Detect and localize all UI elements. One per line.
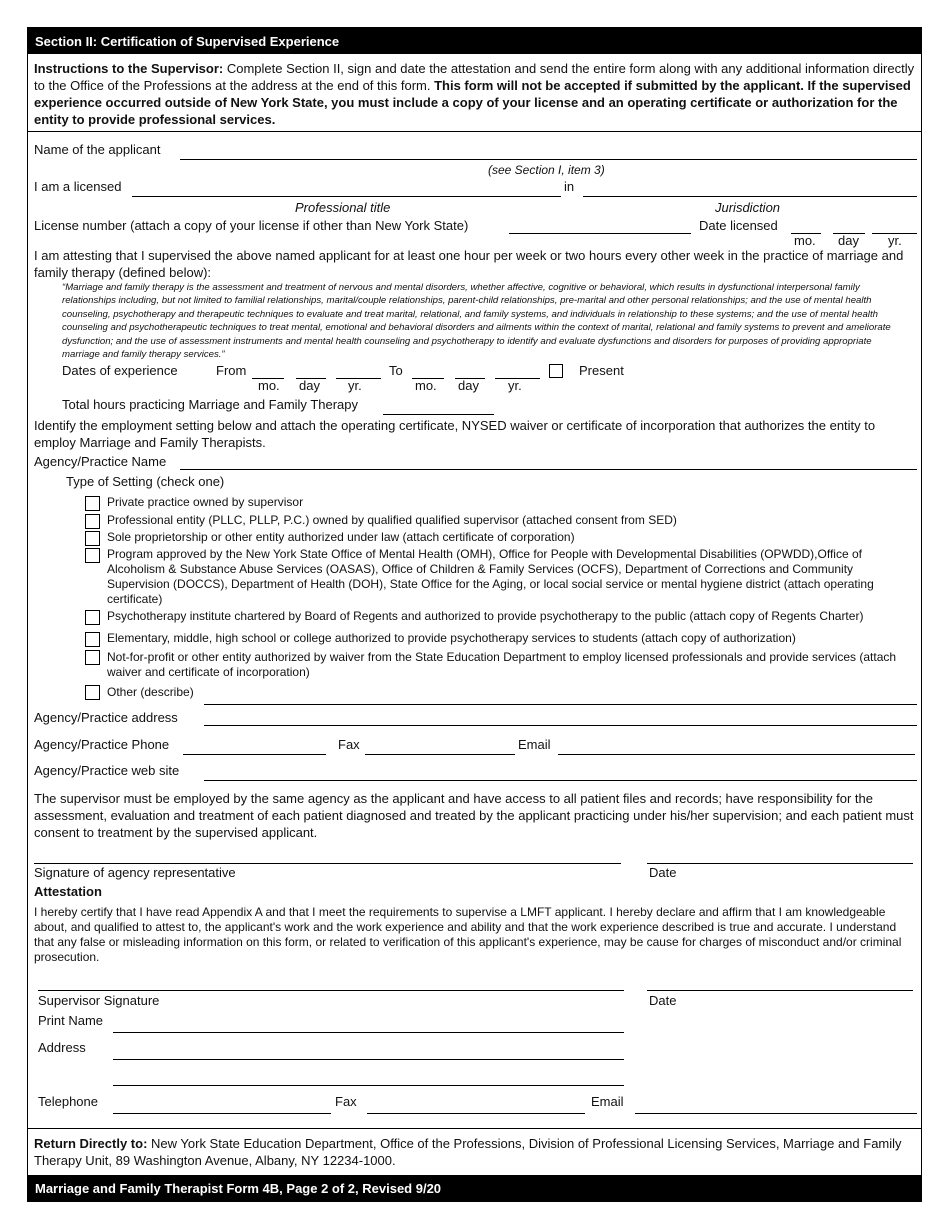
agency-date-label: Date: [649, 865, 677, 880]
supervisor-address-label: Address: [38, 1040, 86, 1055]
divider: [28, 1128, 921, 1129]
attestation-title: Attestation: [34, 884, 102, 899]
print-name-field[interactable]: [113, 1032, 624, 1033]
section-header: Section II: Certification of Supervised Experience: [28, 28, 921, 54]
setting-option-6-checkbox[interactable]: [85, 632, 100, 647]
setting-option-2-label: Professional entity (PLLC, PLLP, P.C.) owned by qualified qualified supervisor (attached consent from SED): [107, 513, 677, 527]
other-describe-field[interactable]: [204, 704, 917, 705]
agency-email-field[interactable]: [558, 754, 915, 755]
total-hours-label: Total hours practicing Marriage and Family Therapy: [62, 397, 359, 412]
present-checkbox[interactable]: [549, 364, 563, 378]
agency-website-field[interactable]: [204, 780, 917, 781]
professional-title-field[interactable]: [132, 196, 561, 197]
supervisor-fax-field[interactable]: [367, 1113, 585, 1114]
agency-address-label: Agency/Practice address: [34, 710, 178, 725]
professional-title-caption: Professional title: [295, 200, 391, 215]
mo-caption: mo.: [794, 233, 816, 248]
to-label: To: [389, 363, 403, 378]
divider: [28, 131, 921, 132]
supervisor-signature-label: Supervisor Signature: [38, 993, 160, 1008]
agency-signature-date-field[interactable]: [647, 863, 913, 864]
certification-form: [27, 27, 922, 1202]
form-footer: Marriage and Family Therapist Form 4B, Page 2 of 2, Revised 9/20: [28, 1175, 921, 1201]
license-number-field[interactable]: [509, 233, 691, 234]
agency-phone-field[interactable]: [183, 754, 326, 755]
setting-option-4-label: Program approved by the New York State Office of Mental Health (OMH), Office for People with Developmental Disabilities (OPWDD),Office of Alcoholism & Substance Abuse Services (OASAS), Office of Children & Family Services (OCFS), Department of Corrections and Community Supervision (DOCCS), Department of Health (DOH), State Office for the Aging, or local social service or mental hygiene district (attach operating certificate): [107, 547, 874, 606]
mft-definition: “Marriage and family therapy is the assessment and treatment of nervous and mental disorders, whether affective, cognitive or behavioral, which results in dysfunctional interpersonal family relationships including, but not limited to familial relationships, marital/couple relationships, parent-child relationships, pre-marital and other personal relationships; and the use of mental health counseling, psychotherapy and therapeutic techniques to evaluate and treat marital, relational, and family systems, and individuals in relationship to these systems; and the use of mental health counseling and psychotherapeutic techniques to treat mental, emotional and behavioral disorders and ailments within the context of marital, relational and family systems to prevent and ameliorate dysfunction; and the use of assessment instruments and mental health counseling and psychotherapy to identify and evaluate dysfunctions and disorders for purposes of providing appropriate marriage and family therapy services.”: [62, 282, 891, 361]
from-day-caption: day: [299, 378, 320, 393]
setting-option-5-label: Psychotherapy institute chartered by Board of Regents and authorized to provide psychotherapy to the public (attach copy of Regents Charter): [107, 609, 864, 623]
setting-option-1-checkbox[interactable]: [85, 496, 100, 511]
setting-option-2-checkbox[interactable]: [85, 514, 100, 529]
jurisdiction-field[interactable]: [583, 196, 917, 197]
agency-website-label: Agency/Practice web site: [34, 763, 180, 778]
agency-signature-field[interactable]: [34, 863, 621, 864]
setting-option-7-checkbox[interactable]: [85, 650, 100, 665]
dates-of-experience-label: Dates of experience: [62, 363, 178, 378]
supervisor-email-field[interactable]: [635, 1113, 917, 1114]
licensed-label: I am a licensed: [34, 179, 122, 194]
supervisor-address-field-1[interactable]: [113, 1059, 624, 1060]
setting-option-8-checkbox[interactable]: [85, 685, 100, 700]
instructions-bold-text: This form will not be accepted if submitted by the applicant. If the supervised experience occurred outside of New York State, you must include a copy of your license and an operating certificate or authorization for the entity to provide professional services.: [34, 78, 911, 127]
setting-option-3-checkbox[interactable]: [85, 531, 100, 546]
day-caption: day: [838, 233, 859, 248]
supervisor-signature-field[interactable]: [38, 990, 624, 991]
present-label: Present: [579, 363, 624, 378]
agency-signature-label: Signature of agency representative: [34, 865, 236, 880]
agency-email-label: Email: [518, 737, 551, 752]
to-mo-caption: mo.: [415, 378, 437, 393]
supervisor-requirement-text: The supervisor must be employed by the same agency as the applicant and have access to all patient files and records; have responsibility for the assessment, evaluation and treatment of each patient diagnosed and treated by the applicant practicing under his/her supervision; and each patient must consent to treatment by the supervised applicant.: [34, 791, 914, 840]
agency-name-field[interactable]: [180, 469, 917, 470]
applicant-name-label: Name of the applicant: [34, 142, 161, 157]
attesting-text: I am attesting that I supervised the above named applicant for at least one hour per week or two hours every other week in the practice of marriage and family therapy (defined below):: [34, 248, 904, 280]
from-label: From: [216, 363, 247, 378]
identify-text: Identify the employment setting below and attach the operating certificate, NYSED waiver or certificate of incorporation that authorizes the entity to employ Marriage and Family Therapists.: [34, 418, 876, 450]
instructions-text: Complete Section II, sign and date the attestation and send the entire form along with any additional information directly to the Office of the Professions at the address at the end of this form.: [34, 61, 915, 93]
supervisor-email-label: Email: [591, 1094, 624, 1109]
yr-caption: yr.: [888, 233, 902, 248]
applicant-name-field[interactable]: [180, 159, 917, 160]
return-text: New York State Education Department, Office of the Professions, Division of Professional Licensing Services, Marriage and Family Therapy Unit, 89 Washington Avenue, Albany, NY 12234-1000.: [34, 1136, 902, 1168]
setting-option-3-label: Sole proprietorship or other entity authorized under law (attach certificate of corporation): [107, 530, 575, 544]
setting-option-6-label: Elementary, middle, high school or college authorized to provide psychotherapy services to students (attach copy of authorization): [107, 631, 796, 645]
agency-name-label: Agency/Practice Name: [34, 454, 167, 469]
supervisor-date-field[interactable]: [647, 990, 913, 991]
agency-phone-label: Agency/Practice Phone: [34, 737, 170, 752]
agency-fax-label: Fax: [338, 737, 360, 752]
print-name-label: Print Name: [38, 1013, 104, 1028]
setting-option-1-label: Private practice owned by supervisor: [107, 495, 304, 509]
from-yr-caption: yr.: [348, 378, 362, 393]
setting-option-7-label: Not-for-profit or other entity authorized by waiver from the State Education Department to employ licensed professionals and provide services (attach waiver and certificate of incorporation): [107, 650, 897, 679]
instructions-label: Instructions to the Supervisor:: [34, 61, 224, 76]
date-licensed-label: Date licensed: [699, 218, 778, 233]
see-section-note: (see Section I, item 3): [488, 163, 605, 177]
agency-fax-field[interactable]: [365, 754, 515, 755]
license-number-label: License number (attach a copy of your license if other than New York State): [34, 218, 469, 233]
instructions: [34, 60, 916, 128]
agency-address-field[interactable]: [204, 725, 917, 726]
setting-option-8-label: Other (describe): [107, 685, 194, 699]
setting-option-4-checkbox[interactable]: [85, 548, 100, 563]
to-day-caption: day: [458, 378, 479, 393]
total-hours-field[interactable]: [383, 414, 494, 415]
setting-option-5-checkbox[interactable]: [85, 610, 100, 625]
supervisor-fax-label: Fax: [335, 1094, 357, 1109]
attestation-text: I hereby certify that I have read Appendix A and that I meet the requirements to supervise a LMFT applicant. I hereby declare and affirm that I am knowledgeable about, and qualified to attest to, the applicant's work and the work experience and ability and that the work experience described is true and accurate. I understand that any false or misleading information on this form, or related to verification of this applicant's experience, may be cause for charges of misconduct and/or criminal prosecution.: [34, 905, 902, 964]
from-mo-caption: mo.: [258, 378, 280, 393]
type-of-setting-title: Type of Setting (check one): [66, 474, 225, 489]
supervisor-telephone-label: Telephone: [38, 1094, 98, 1109]
return-label: Return Directly to:: [34, 1136, 148, 1151]
supervisor-address-field-2[interactable]: [113, 1085, 624, 1086]
in-label: in: [564, 179, 575, 194]
to-yr-caption: yr.: [508, 378, 522, 393]
return-address: [34, 1135, 916, 1169]
jurisdiction-caption: Jurisdiction: [715, 200, 781, 215]
supervisor-telephone-field[interactable]: [113, 1113, 331, 1114]
supervisor-date-label: Date: [649, 993, 677, 1008]
